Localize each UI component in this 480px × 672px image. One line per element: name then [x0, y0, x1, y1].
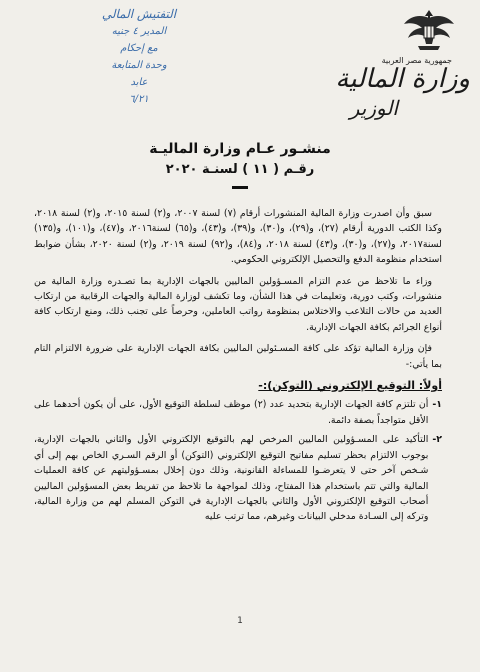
handwritten-line: وحدة المتابعة	[111, 60, 167, 71]
page-number: 1	[237, 616, 243, 626]
paragraph: وزاء ما تلاحظ من عدم التزام المسـؤولين الماليين بالجهات الإدارية بما تصـدره وزارة المالية من منشورات، وكتب دورية، وتعليمات في هذا الشأن، وما تكشف لوزارة المالية والجهات الرقابية من ارتكاب العديد من حالات التلاعب والاختلاس بمنظومة رواتب العاملين، وحرصاً على تجنب ذلك، ومنع ارتكاب كافة أنواع الجرائم بكافة الجهات الإدارية.	[34, 275, 442, 333]
list-item	[34, 432, 442, 524]
circular-title: منشـور عـام وزارة الماليـة	[149, 141, 331, 157]
country-name: جمهورية مصر العربية	[381, 56, 452, 65]
title-divider	[232, 186, 248, 189]
handwritten-line: التفتيش المالي	[101, 7, 177, 21]
section-heading: أولاً: التوقيع الإلكتروني (التوكن):-	[258, 379, 442, 393]
circular-number: رقـم ( ١١ ) لسنـة ٢٠٢٠	[165, 162, 315, 177]
handwritten-line: مع إحكام	[120, 43, 158, 54]
item-number: ١-	[432, 399, 442, 411]
document-body	[34, 206, 442, 529]
item-text: التأكيد على المسـؤولين الماليين المرخص لهم بالتوقيع الإلكتروني الأول والثاني بالجهات الإدارية، بوجوب الالتزام بحظر تسليم مفاتيح التوقيع الإلكتروني (التوكن) أو الرقم السـري الخاص بهم إلى أي شـخص آخر حتى لا يتعرضـوا للمساءلة القانونية، وذلك دون إخلال بمسـؤوليتهم عن كافة العمليات المالية والتي تتم باستخدام هذا المفتاح، وذلك لمواجهة ما تلاحظ من تفريط بعض المسؤولين الماليين أصحاب التوقيع الإلكتروني الأول والثاني بالجهات الإدارية في التوكن المسلم لهم من وزارة المالية، وتركه إلى السـادة مدخلي البيانات وغيرهم، مما ترتب عليه	[34, 434, 429, 523]
paragraph: سبق وأن اصدرت وزارة المالية المنشورات أرقام (٧) لسنة ٢٠٠٧، و(٢) لسنة ٢٠١٥، و(٢) لسنة ٢٠١٨، وكذا الكتب الدورية أرقام (٢٧)، و(٢٩)، و(٣٠)، و(٣٩)، و(٤٣)، و(٦٥) لسنة٢٠١٦، و(٤٧)، و(١٠١)، و(١٣٥) لسنة٢٠١٧، و(٢٧)، و(٣٠)، و(٤٣) لسنة ٢٠١٨، و(٨٤)، و(٩٢) لسنة ٢٠١٩، و(٢) لسنة ٢٠٢٠، بشأن ضوابط استخدام منظومة الدفع والتحصيل الإلكتروني الحكومي.	[34, 208, 442, 266]
handwritten-line: عابد	[130, 77, 148, 88]
handwritten-line: ٦/٢١	[129, 94, 149, 105]
ministry-name: وزارة المالية	[335, 64, 470, 94]
list-item	[34, 397, 442, 428]
item-text: أن تلتزم كافة الجهات الإدارية بتحديد عدد (٢) موظف لسلطة التوقيع الأول، على أن يكون أحدهما على الأقل متواجداً بصفة دائمة.	[34, 399, 429, 426]
paragraph: فإن وزارة المالية تؤكد على كافة المسـئولين الماليين بكافة الجهات الإدارية على ضرورة الالتزام التام بما يأتي:-	[34, 343, 442, 370]
minister-office: الوزير	[349, 96, 398, 120]
eagle-emblem-icon	[400, 4, 458, 54]
handwritten-note	[94, 6, 184, 108]
handwritten-line: المدير ٤ جنيه	[111, 26, 167, 37]
item-number: ٢-	[432, 434, 442, 446]
